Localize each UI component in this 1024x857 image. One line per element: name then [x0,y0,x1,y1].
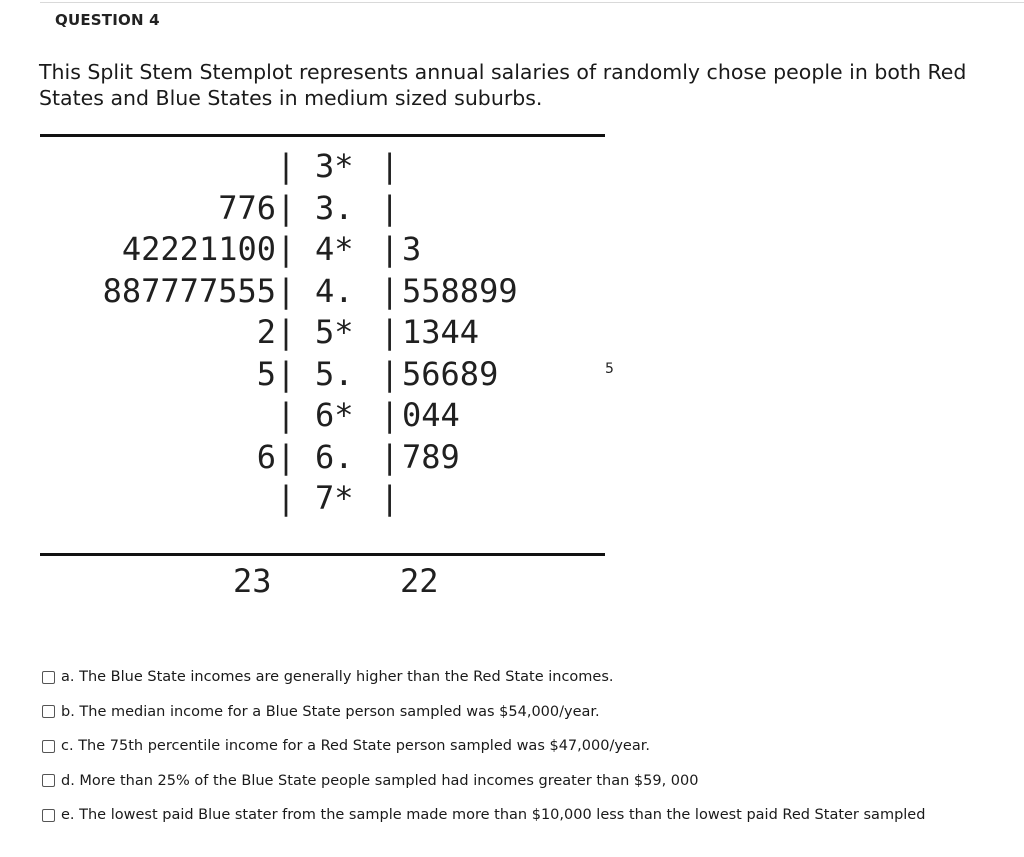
left-count: 23 [233,562,272,600]
left-leaves: 776 [218,188,276,227]
answer-choice-label: c. The 75th percentile income for a Red State person sampled was $47,000/year. [61,738,650,755]
answer-choice[interactable] [42,798,925,833]
stem-divider-right: | [380,396,400,434]
stem-divider-right: | [380,313,400,351]
checkbox-icon[interactable] [42,740,55,753]
right-leaves: 56689 [402,354,499,393]
question-heading: QUESTION 4 [55,11,160,29]
stem-divider-left: | [276,313,296,351]
answer-choice[interactable] [42,729,925,764]
stem-divider-left: | [276,271,296,310]
top-divider [40,2,1024,3]
checkbox-icon[interactable] [42,671,55,684]
stem-label: 3* [315,147,354,185]
stem-label: 6. [315,437,354,476]
left-leaves: 5 [256,354,276,393]
checkbox-icon[interactable] [42,705,55,718]
answer-choice-label: b. The median income for a Blue State person sampled was $54,000/year. [61,703,600,720]
stem-divider-right: | [380,271,400,310]
stem-divider-right: | [380,230,400,268]
stem-divider-left: | [276,437,296,476]
stem-divider-left: | [276,147,296,185]
stem-label: 5* [315,313,354,351]
right-count: 22 [400,562,439,600]
left-leaves: 6 [256,437,276,476]
stem-label: 4. [315,271,354,310]
answer-choice[interactable] [42,660,925,695]
stemplot-figure [40,130,610,610]
stem-label: 7* [315,479,354,517]
left-leaves: 42221100 [121,230,276,268]
answer-choice[interactable] [42,764,925,799]
answer-choice-label: e. The lowest paid Blue stater from the sample made more than $10,000 less than the lowest paid Red Stater sampled [61,807,926,824]
right-leaves: 1344 [402,313,480,351]
right-leaves: 044 [402,396,460,434]
stem-divider-left: | [276,354,296,393]
answer-choice-label: d. More than 25% of the Blue State people sampled had incomes greater than $59, 000 [61,772,699,789]
stem-divider-left: | [276,188,296,227]
answer-choice-label: a. The Blue State incomes are generally higher than the Red State incomes. [61,669,614,686]
stem-divider-left: | [276,396,296,434]
stem-divider-right: | [380,147,400,185]
right-leaves: 558899 [402,271,518,310]
stem-label: 5. [315,354,354,393]
stem-label: 3. [315,188,354,227]
answer-choice[interactable] [42,695,925,730]
stem-label: 4* [315,230,354,268]
stemplot-bottom-rule [40,553,605,556]
right-leaves: 3 [402,230,422,268]
answer-choices [42,660,925,833]
right-leaves: 789 [402,437,460,476]
stem-divider-right: | [380,437,400,476]
stem-divider-left: | [276,230,296,268]
left-leaves: 887777555 [102,271,276,310]
left-leaves: 2 [256,313,276,351]
stem-divider-right: | [380,188,400,227]
stemplot-top-rule [40,134,605,137]
checkbox-icon[interactable] [42,774,55,787]
question-prompt: This Split Stem Stemplot represents annual salaries of randomly chose people in both Red States and Blue States in medium sized suburbs. [39,60,967,110]
stem-divider-right: | [380,479,400,517]
checkbox-icon[interactable] [42,809,55,822]
stem-label: 6* [315,396,354,434]
stem-divider-left: | [276,479,296,517]
stem-divider-right: | [380,354,400,393]
side-number: 5 [605,361,614,377]
